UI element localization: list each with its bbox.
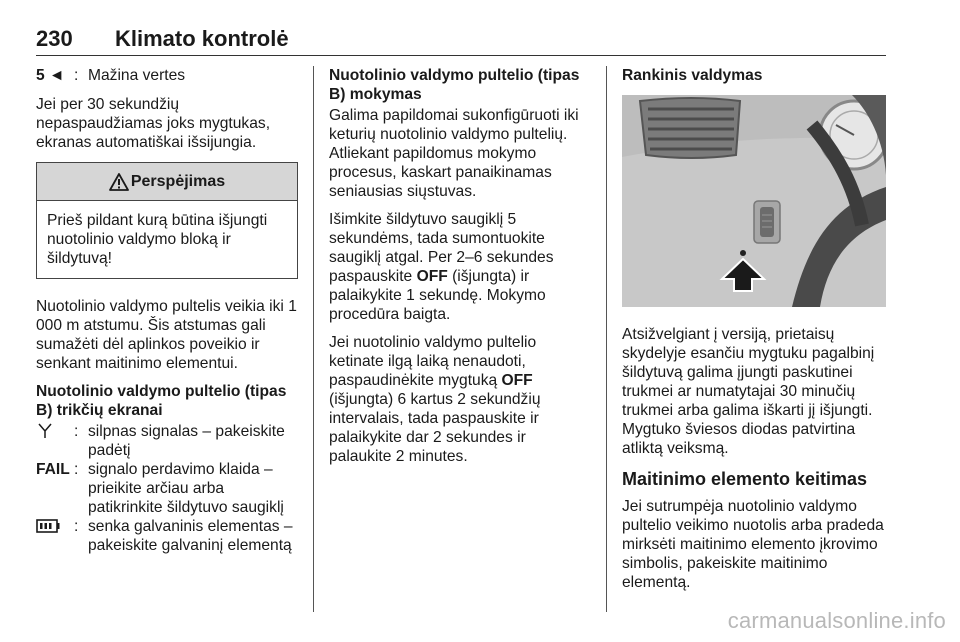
column-right [622,66,890,601]
error-row-fail: FAIL : signalo perdavimo klaida – prieikite arčiau arba patikrinkite šildytuvo saugiklį [36,460,298,517]
warning-header [37,163,297,201]
warning-triangle-icon [109,173,129,191]
auto-off-paragraph: Jei per 30 sekundžių nepaspaudžiamas joks mygtukas, ekranas automatiškai išsijungia. [36,96,271,151]
manual-heading: Rankinis valdymas [622,67,763,84]
warning-box [36,162,298,279]
error-row-battery: : senka galvaninis elementas – pakeiskite galvaninį elementą [36,517,298,555]
antenna-icon [38,423,52,439]
range-paragraph: Nuotolinio valdymo pultelis veikia iki 1 000 m atstumu. Šis atstumas gali sumažėti dėl aplinkos poveikio ir senkant maitinimo elementui. [36,298,297,372]
errors-heading: Nuotolinio valdymo pultelio (tipas B) trikčių ekranai [36,383,287,419]
error-desc: senka galvaninis elementas – pakeiskite galvaninį elementą [88,518,293,554]
training-heading: Nuotolinio valdymo pultelio (tipas B) mokymas [329,67,580,103]
column-middle [329,66,591,475]
battery-paragraph: Jei sutrumpėja nuotolinio valdymo pultelio veikimo nuotolis arba pradeda mirksėti maitinimo elemento įkrovimo simbolis, pakeiskite maitinimo elementą. [622,498,884,591]
column-divider [606,66,607,612]
chapter-title: Klimato kontrolė [115,26,289,51]
warning-title: Perspėjimas [130,173,226,190]
battery-section-title: Maitinimo elemento keitimas [622,469,868,489]
page-number: 230 [36,26,73,51]
dashboard-photo [622,95,886,307]
error-key: FAIL [36,461,70,478]
key-5-row: 5 ◄ : Mažina vertes [36,66,298,85]
page-header [36,26,886,56]
error-desc: silpnas signalas – pakeiskite padėtį [88,423,285,459]
manual-paragraph: Atsižvelgiant į versiją, prietaisų skydelyje esančiu mygtuku pagalbinį šildytuvą galima įjungti paskutinei trukmei ar numatytajai 30 minučių trukmei arba galima iškarti jį išjungti. Mygtuko šviesos diodas patvirtina atliktą veiksmą. [622,326,875,457]
error-desc: signalo perdavimo klaida – prieikite arčiau arba patikrinkite šildytuvo saugiklį [88,461,284,516]
training-paragraph-2: Išimkite šildytuvo saugiklį 5 sekundėms, tada sumontuokite saugiklį atgal. Per 2–6 sekundes paspauskite OFF (išjungta) ir palaikykite 1 sekundę. Mokymo procedūra baigta. [329,211,554,323]
key-description: Mažina vertes [88,67,186,84]
column-divider [313,66,314,612]
watermark: carmanualsonline.info [727,608,946,633]
training-paragraph-1: Galima papildomai sukonfigūruoti iki keturių nuotolinio valdymo pultelių. Atliekant papildomus mokymo procesus, kaskart panaikinamas seniausias siųstuvas. [329,107,579,200]
error-row-signal: : silpnas signalas – pakeiskite padėtį [36,422,298,460]
key-label: 5 ◄ [36,67,65,84]
training-paragraph-3: Jei nuotolinio valdymo pultelio ketinate ilgą laiką nenaudoti, paspaudinėkite mygtuką OFF (išjungta) 6 kartus 2 sekundžių intervalais, tada paspauskite ir palaikykite dar 2 sekundes ir palaukite 2 minutes. [329,334,541,465]
air-vent [640,98,740,158]
column-left [36,66,298,555]
battery-icon [36,519,60,533]
heater-switch [754,201,780,243]
warning-body: Prieš pildant kurą būtina išjungti nuotolinio valdymo bloką ir šildytuvą! [47,212,268,267]
